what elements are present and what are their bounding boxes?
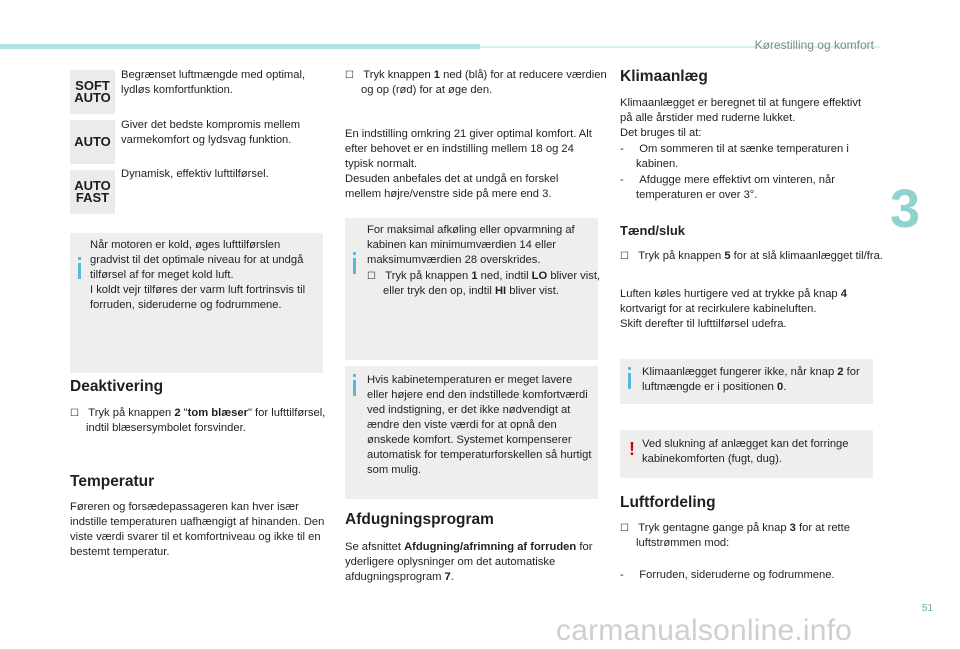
button-number: 2	[174, 407, 181, 419]
luftfordeling-item: - Forruden, sideruderne og fodrummene.	[620, 569, 835, 581]
button-name: tom blæser	[187, 407, 248, 419]
info-note-cold-engine	[70, 233, 323, 373]
section-title: Kørestilling og komfort	[754, 38, 874, 52]
step-text: bliver vist, eller tryk den op, indtil	[383, 270, 601, 297]
text: for yderligere oplysninger om det automatiske afdugningsprogram	[345, 541, 593, 583]
step-text: Tryk knappen	[363, 69, 434, 81]
hi-label: HI	[494, 285, 507, 297]
position-value: 0	[776, 381, 784, 393]
step-text-end: for at slå klimaanlægget til/fra.	[730, 250, 883, 262]
warning-icon: !	[629, 439, 635, 459]
step-text-end: bliver vist.	[506, 285, 559, 297]
warning-text: Ved slukning af anlægget kan det forringe kabinekomforten (fugt, dug).	[642, 438, 849, 465]
temp-step	[345, 68, 609, 98]
step-text: Tryk på knappen	[88, 407, 175, 419]
info-icon	[353, 258, 356, 274]
note-text: For maksimal afkøling eller opvarmning af kabinen kan minimumværdien 14 eller maksimumværdien 28 overskrides.	[367, 224, 575, 266]
page-number: 51	[922, 603, 934, 614]
bullet-icon: ☐	[620, 523, 629, 534]
text: kortvarigt for at recirkulere kabineluften. Skift derefter til lufttilførsel udefra.	[620, 303, 817, 330]
item-text: Forruden, sideruderne og fodrummene.	[639, 569, 835, 581]
deaktivering-step	[70, 406, 341, 436]
luftfordeling-step	[620, 521, 888, 551]
auto-icon: AUTO	[70, 120, 115, 164]
temperature-paragraph: En indstilling omkring 21 giver optimal komfort. Alt efter behovet er en indstilling mellem 18 og 24 typisk normalt. Desuden anbefales det at undgå en forskel mellem højre/venstre side på mere end 3.	[345, 128, 592, 200]
button-number: 7	[444, 571, 451, 583]
button-number: 3	[789, 522, 796, 534]
item-text: Om sommeren til at sænke temperaturen i kabinen.	[636, 143, 849, 170]
text: .	[783, 381, 787, 393]
text: for luftmængde er i positionen	[642, 366, 860, 393]
button-number: 5	[724, 250, 731, 262]
info-icon	[353, 380, 356, 396]
heading-taend-sluk: Tænd/sluk	[620, 223, 686, 238]
bullet-icon: ☐	[70, 408, 79, 419]
button-number: 4	[840, 288, 847, 300]
step-text-end: for at rette luftstrømmen mod:	[636, 522, 850, 549]
klima-item-1: - Om sommeren til at sænke temperaturen i kabinen.	[620, 143, 849, 170]
step-text: Tryk på knappen	[385, 270, 472, 282]
info-note-max-cooling	[345, 218, 601, 360]
soft-auto-icon: SOFT AUTO	[70, 70, 115, 114]
note-step	[367, 269, 609, 299]
heading-klimaanlaeg: Klimaanlæg	[620, 68, 708, 85]
button-number: 2	[837, 366, 844, 378]
mode-auto-fast-text: Dynamisk, effektiv lufttilførsel.	[121, 168, 269, 180]
item-text: Afdugge mere effektivt om vinteren, når temperaturen er over 3°.	[636, 174, 835, 201]
text: .	[450, 571, 454, 583]
bullet-icon: ☐	[345, 70, 354, 81]
info-note-ac-off	[620, 359, 873, 404]
button-number: 1	[433, 69, 441, 81]
info-icon	[78, 263, 81, 279]
quote: "	[180, 407, 188, 419]
mode-soft-auto-text: Begrænset luftmængde med optimal, lydløs komfortfunktion.	[121, 69, 306, 96]
heading-temperatur: Temperatur	[70, 473, 155, 490]
note-text: Når motoren er kold, øges lufttilførslen gradvist til det optimale niveau for at undgå tilførsel af for meget kold luft. I koldt vejr tilføres der varm luft fortrinsvis til forruden, sideruderne og fodrummene.	[90, 239, 306, 311]
klima-item-2: - Afdugge mere effektivt om vinteren, når temperaturen er over 3°.	[620, 174, 835, 201]
text: Luften køles hurtigere ved at trykke på knap	[620, 288, 841, 300]
step-text: Tryk gentagne gange på knap	[638, 522, 790, 534]
step-text-end: ned (blå) for at reducere værdien og op (rød) for at øge den.	[361, 69, 607, 96]
watermark: carmanualsonline.info	[556, 614, 853, 647]
bullet-icon: ☐	[620, 251, 629, 262]
step-text: Tryk på knappen	[638, 250, 725, 262]
note-text	[642, 365, 868, 395]
text: Se afsnittet	[345, 541, 405, 553]
taend-step	[620, 249, 888, 264]
klima-text: Klimaanlægget er beregnet til at fungere effektivt på alle årstider med ruderne lukket. Det bruges til at:	[620, 97, 862, 139]
auto-fast-icon: AUTO FAST	[70, 170, 115, 214]
lo-label: LO	[531, 270, 548, 282]
button-number: 1	[471, 270, 478, 282]
bullet-icon: ☐	[367, 271, 376, 282]
section-ref: Afdugning/afrimning af forruden	[404, 541, 577, 553]
heading-afdugningsprogram: Afdugningsprogram	[345, 511, 494, 528]
temperatur-text: Føreren og forsædepassageren kan hver især indstille temperaturen uafhængigt af hinanden. Den viste værdi svarer til et komfortniveau og ikke til en bestemt temperatur.	[70, 501, 325, 558]
afdugning-text	[345, 540, 597, 585]
heading-luftfordeling: Luftfordeling	[620, 494, 716, 511]
chapter-number: 3	[890, 179, 921, 239]
info-icon	[628, 373, 631, 389]
header-accent-bar	[0, 44, 480, 49]
info-note-cabin-temp	[345, 366, 598, 499]
mode-auto-text: Giver det bedste kompromis mellem varmekomfort og lydsvag funktion.	[121, 119, 301, 146]
step-text: ned, indtil	[477, 270, 532, 282]
heading-deaktivering: Deaktivering	[70, 378, 164, 395]
text: Klimaanlægget fungerer ikke, når knap	[642, 366, 838, 378]
recirculation-text	[620, 287, 872, 332]
warning-note	[620, 430, 873, 478]
step-text-end: " for lufttilførsel, indtil blæsersymbolet forsvinder.	[86, 407, 326, 434]
note-text: Hvis kabinetemperaturen er meget lavere eller højere end den indstillede komfortværdi ved indstigning, er det ikke nødvendigt at ændre den viste værdi for at opnå den ønskede komfort. Systemet kompenserer automatisk for temperaturforskellen så hurtigt som mulig.	[367, 374, 592, 476]
